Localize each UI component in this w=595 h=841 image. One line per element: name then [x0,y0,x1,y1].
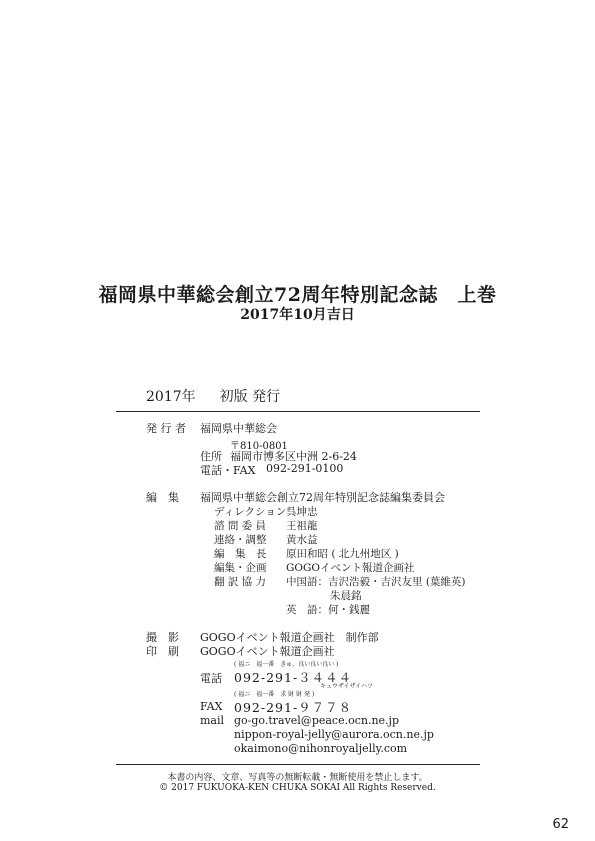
role-name: 黄水益 [286,534,318,546]
edition-year: 2017年 [146,389,196,405]
edition-line [146,386,280,406]
role-label: ディレクション [214,506,287,518]
email-address[interactable]: go-go.travel@peace.ocn.ne.jp [234,714,400,727]
phone-fax: 092-291-0100 [266,462,344,475]
address-label: 住所 [200,450,222,463]
page-number: 62 [552,817,569,832]
role-name: 王祖龍 [286,520,318,532]
role-label: 連絡・調整 [214,534,267,546]
printing-label: 印 刷 [146,645,179,658]
role-name: 原田和昭 ( 北九州地区 ) [286,548,399,560]
printing-phone: 092-291-３４４４ [234,670,353,685]
postal-code: 〒810-0801 [230,441,288,452]
photography-value: GOGOイベント報道企画社 制作部 [200,631,379,644]
role-label: 編集・企画 [214,562,267,574]
edition-label: 初版 発行 [219,389,281,405]
email-address[interactable]: okaimono@nihonroyaljelly.com [234,742,408,755]
email-address[interactable]: nippon-royal-jelly@aurora.ocn.ne.jp [234,728,434,741]
editing-committee: 福岡県中華総会創立72周年特別記念誌編集委員会 [200,491,445,504]
printing-value: GOGOイベント報道企画社 [200,645,335,658]
printing-fax: 092-291-９７７８ [234,700,353,715]
role-name: GOGOイベント報道企画社 [286,562,415,574]
editing-label: 編 集 [146,491,179,504]
fax-ruby: ( 福ニ 福一番 求 財 財 発 ) [234,691,315,698]
bottom-rule [116,764,480,765]
phone-ruby: ( 福ニ 福一番 きゅ、良い良い良い ) [234,661,339,668]
translator-extra: 朱晨銘 [330,590,362,602]
printing-phone-label: 電話 [200,672,222,685]
printing-fax-label: FAX [200,700,223,713]
english-translator: 英 語：何・銭麗 [286,604,370,616]
role-name: 呉坤忠 [286,506,318,518]
phone-fax-label: 電話・FAX [200,464,256,477]
address: 福岡市博多区中洲 2-6-24 [230,450,357,463]
role-label: 諮 問 委 員 [214,520,267,532]
mail-label: mail [200,714,225,727]
book-date: 2017年10月吉日 [240,307,355,323]
role-name: 中国語：吉沢浩毅・吉沢友里 (葉維英) [286,576,466,588]
copyright-line: © 2017 FUKUOKA-KEN CHUKA SOKAI All Rights Reserved. [159,783,436,793]
top-rule [116,411,480,412]
copyright-notice: 本書の内容、文章、写真等の無断転載・無断使用を禁止します。 [167,773,428,783]
book-title: 福岡県中華総会創立72周年特別記念誌 上巻 [98,284,497,306]
fax-ruby-top: キュウザイザイハツ [320,683,374,690]
photography-label: 撮 影 [146,631,179,644]
role-label: 編 集 長 [214,548,267,560]
publisher-name: 福岡県中華総会 [200,422,277,435]
publisher-label: 発 行 者 [146,422,186,435]
role-label: 翻 訳 協 力 [214,576,267,588]
